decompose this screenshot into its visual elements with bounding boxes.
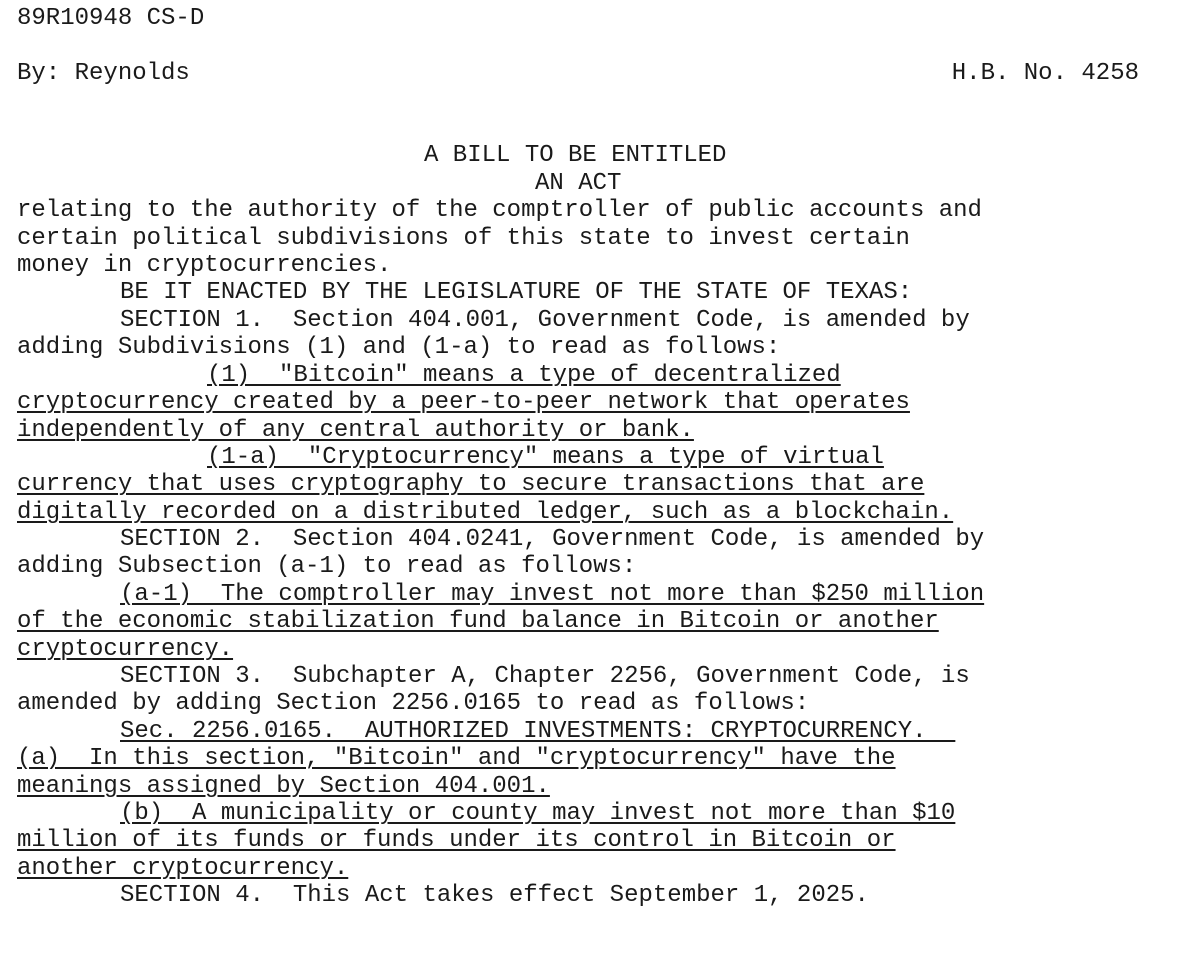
subdivision-1a-line: (1-a) "Cryptocurrency" means a type of virtual xyxy=(207,444,884,471)
section-1-cont: adding Subdivisions (1) and (1-a) to read as follows: xyxy=(17,334,781,361)
subsection-a1-line: of the economic stabilization fund balance in Bitcoin or another xyxy=(17,608,939,635)
enacting-clause: BE IT ENACTED BY THE LEGISLATURE OF THE STATE OF TEXAS: xyxy=(120,279,913,306)
subsection-a-line: (a) In this section, "Bitcoin" and "cryptocurrency" have the xyxy=(17,745,896,772)
subdivision-1-line: (1) "Bitcoin" means a type of decentralized xyxy=(207,362,841,389)
section-1-lead: SECTION 1. Section 404.001, Government Code, is amended by xyxy=(120,307,970,334)
caption-line: certain political subdivisions of this state to invest certain xyxy=(17,225,910,252)
author-line: By: Reynolds xyxy=(17,60,190,87)
section-2-cont: adding Subsection (a-1) to read as follows: xyxy=(17,553,637,580)
subdivision-1a-line: digitally recorded on a distributed ledger, such as a blockchain. xyxy=(17,499,954,526)
subdivision-1-line: independently of any central authority or bank. xyxy=(17,417,694,444)
subsection-a-line: meanings assigned by Section 404.001. xyxy=(17,773,550,800)
section-3-lead: SECTION 3. Subchapter A, Chapter 2256, Government Code, is xyxy=(120,663,970,690)
section-4: SECTION 4. This Act takes effect September 1, 2025. xyxy=(120,882,869,909)
document-id: 89R10948 CS-D xyxy=(17,5,205,32)
section-3-cont: amended by adding Section 2256.0165 to read as follows: xyxy=(17,690,810,717)
act-title: AN ACT xyxy=(535,170,622,197)
subsection-a1-line: cryptocurrency. xyxy=(17,636,234,663)
subsection-b-line: million of its funds or funds under its control in Bitcoin or xyxy=(17,827,896,854)
caption-line: money in cryptocurrencies. xyxy=(17,252,392,279)
bill-title: A BILL TO BE ENTITLED xyxy=(424,142,727,169)
subsection-b-line: (b) A municipality or county may invest not more than $10 xyxy=(120,800,956,827)
subsection-b-line: another cryptocurrency. xyxy=(17,855,349,882)
subsection-a1-line: (a-1) The comptroller may invest not more than $250 million xyxy=(120,581,985,608)
section-2-lead: SECTION 2. Section 404.0241, Government Code, is amended by xyxy=(120,526,985,553)
caption-line: relating to the authority of the comptroller of public accounts and xyxy=(17,197,982,224)
subdivision-1-line: cryptocurrency created by a peer-to-peer network that operates xyxy=(17,389,910,416)
section-2256-heading: Sec. 2256.0165. AUTHORIZED INVESTMENTS: CRYPTOCURRENCY. xyxy=(120,718,956,745)
bill-number: H.B. No. 4258 xyxy=(951,60,1139,87)
subdivision-1a-line: currency that uses cryptography to secure transactions that are xyxy=(17,471,925,498)
